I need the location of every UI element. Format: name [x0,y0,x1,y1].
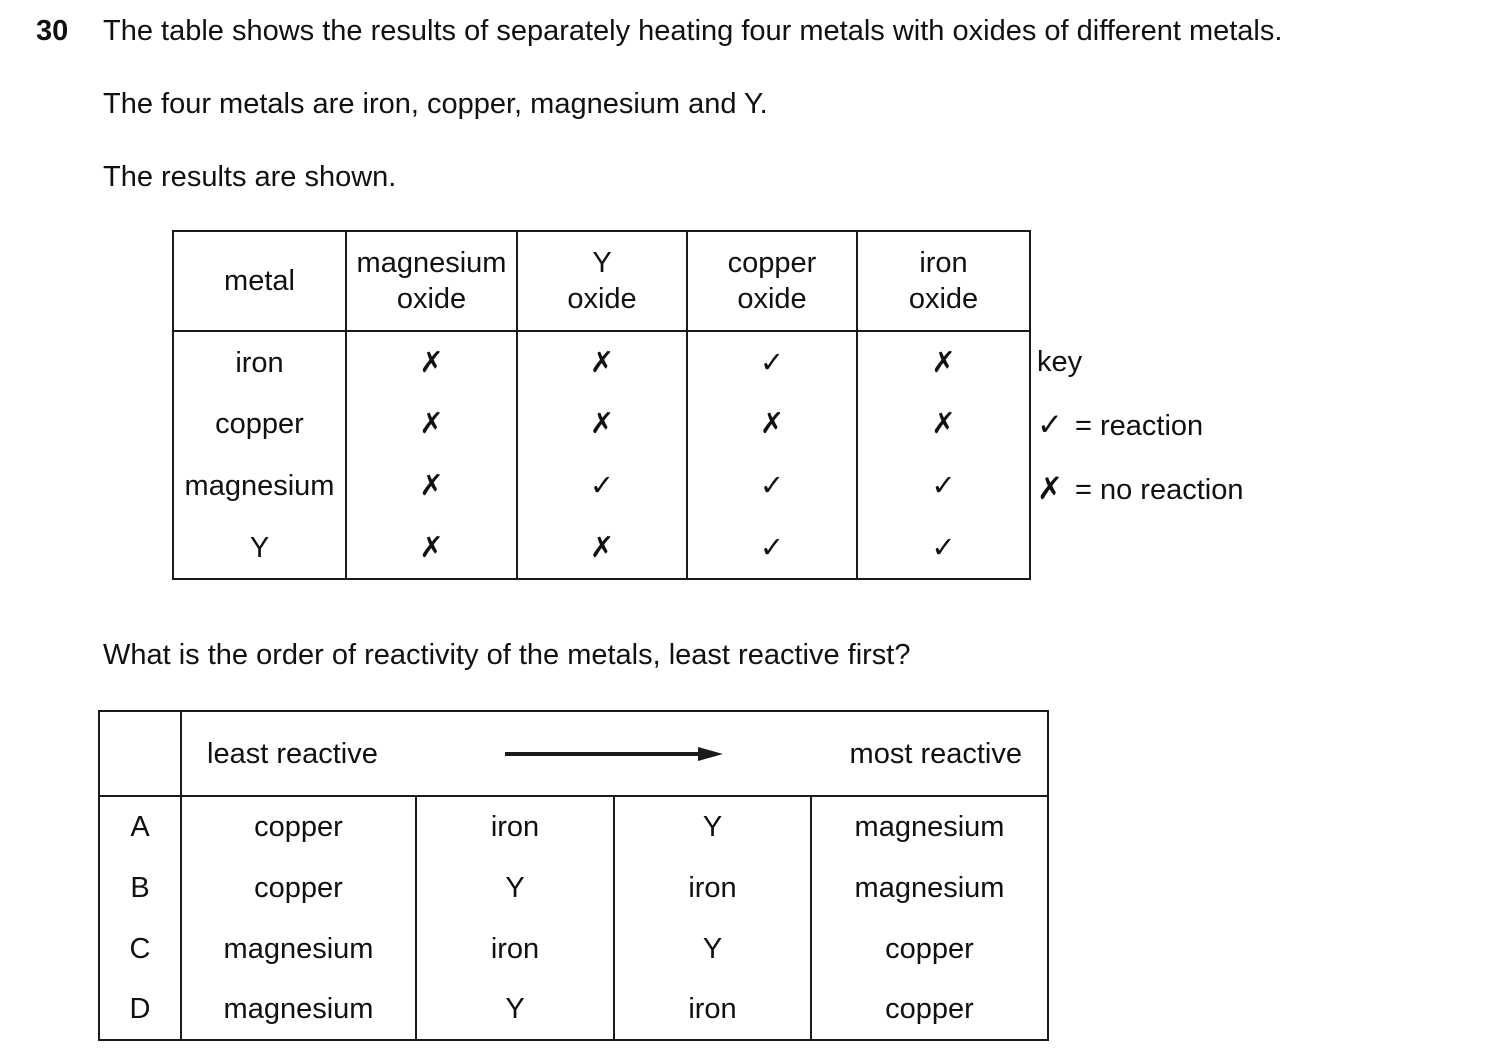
result-cell: ✓ [857,455,1030,517]
results-metal-cell: Y [173,517,346,579]
key-meaning: = no reaction [1074,474,1244,506]
results-header-metal [173,231,346,331]
header-line: iron [919,247,968,279]
option-cell: iron [416,796,614,857]
option-cell: copper [811,918,1048,979]
results-metal-cell: iron [173,331,346,393]
options-header-row [99,711,1048,796]
header-line: oxide [567,283,637,315]
key-entry [1037,407,1243,444]
most-reactive-label: most reactive [849,737,1022,770]
result-cell: ✗ [346,393,517,455]
result-cell: ✗ [687,393,857,455]
reactivity-prompt: What is the order of reactivity of the metals, least reactive first? [103,639,911,671]
option-row-label: D [99,979,181,1040]
results-metal-cell: copper [173,393,346,455]
results-row [173,331,1030,393]
option-row-c [99,918,1048,979]
result-cell: ✓ [687,517,857,579]
least-reactive-label: least reactive [207,737,378,770]
results-header-copper-oxide [687,231,857,331]
option-row-label: B [99,857,181,918]
option-cell: Y [416,857,614,918]
result-cell: ✗ [346,517,517,579]
result-cell: ✗ [517,517,687,579]
results-header-y-oxide [517,231,687,331]
results-header-iron-oxide [857,231,1030,331]
header-line: metal [224,265,295,297]
key-block [1037,344,1243,508]
options-table [98,710,1049,1041]
result-cell: ✗ [517,331,687,393]
result-cell: ✓ [517,455,687,517]
key-meaning: = reaction [1074,410,1204,442]
option-cell: Y [614,796,811,857]
question-number: 30 [36,15,69,47]
header-line: Y [592,247,612,279]
results-row [173,393,1030,455]
arrow-right-icon [505,744,723,764]
results-header-magnesium-oxide [346,231,517,331]
header-line: oxide [908,283,979,315]
option-cell: magnesium [181,918,416,979]
options-header-scale-cell [181,711,1048,796]
header-line: oxide [396,283,467,315]
option-cell: iron [416,918,614,979]
results-table [172,230,1031,580]
header-line: copper [727,247,817,279]
result-cell: ✗ [346,455,517,517]
option-cell: magnesium [181,979,416,1040]
result-cell: ✗ [346,331,517,393]
check-icon: ✓ [1037,407,1063,442]
results-row [173,455,1030,517]
result-cell: ✗ [857,331,1030,393]
question-intro-line: The four metals are iron, copper, magnesium and Y. [103,88,768,120]
option-row-label: C [99,918,181,979]
result-cell: ✗ [517,393,687,455]
option-cell: copper [181,796,416,857]
results-header-row [173,231,1030,331]
option-cell: iron [614,979,811,1040]
key-entry [1037,471,1243,508]
results-row [173,517,1030,579]
question-intro-line: The table shows the results of separately heating four metals with oxides of different metals. [103,15,1283,47]
results-metal-cell: magnesium [173,455,346,517]
question-intro-line: The results are shown. [103,161,397,193]
option-cell: copper [181,857,416,918]
option-cell: copper [811,979,1048,1040]
option-row-d [99,979,1048,1040]
option-cell: magnesium [811,857,1048,918]
option-row-b [99,857,1048,918]
option-row-label: A [99,796,181,857]
option-cell: iron [614,857,811,918]
option-cell: magnesium [811,796,1048,857]
cross-icon: ✗ [1037,471,1063,506]
header-line: magnesium [356,247,507,279]
options-header-empty-cell [99,711,181,796]
result-cell: ✓ [687,331,857,393]
option-cell: Y [416,979,614,1040]
header-line: oxide [737,283,807,315]
result-cell: ✓ [687,455,857,517]
option-cell: Y [614,918,811,979]
result-cell: ✓ [857,517,1030,579]
option-row-a [99,796,1048,857]
key-title: key [1037,346,1083,378]
result-cell: ✗ [857,393,1030,455]
